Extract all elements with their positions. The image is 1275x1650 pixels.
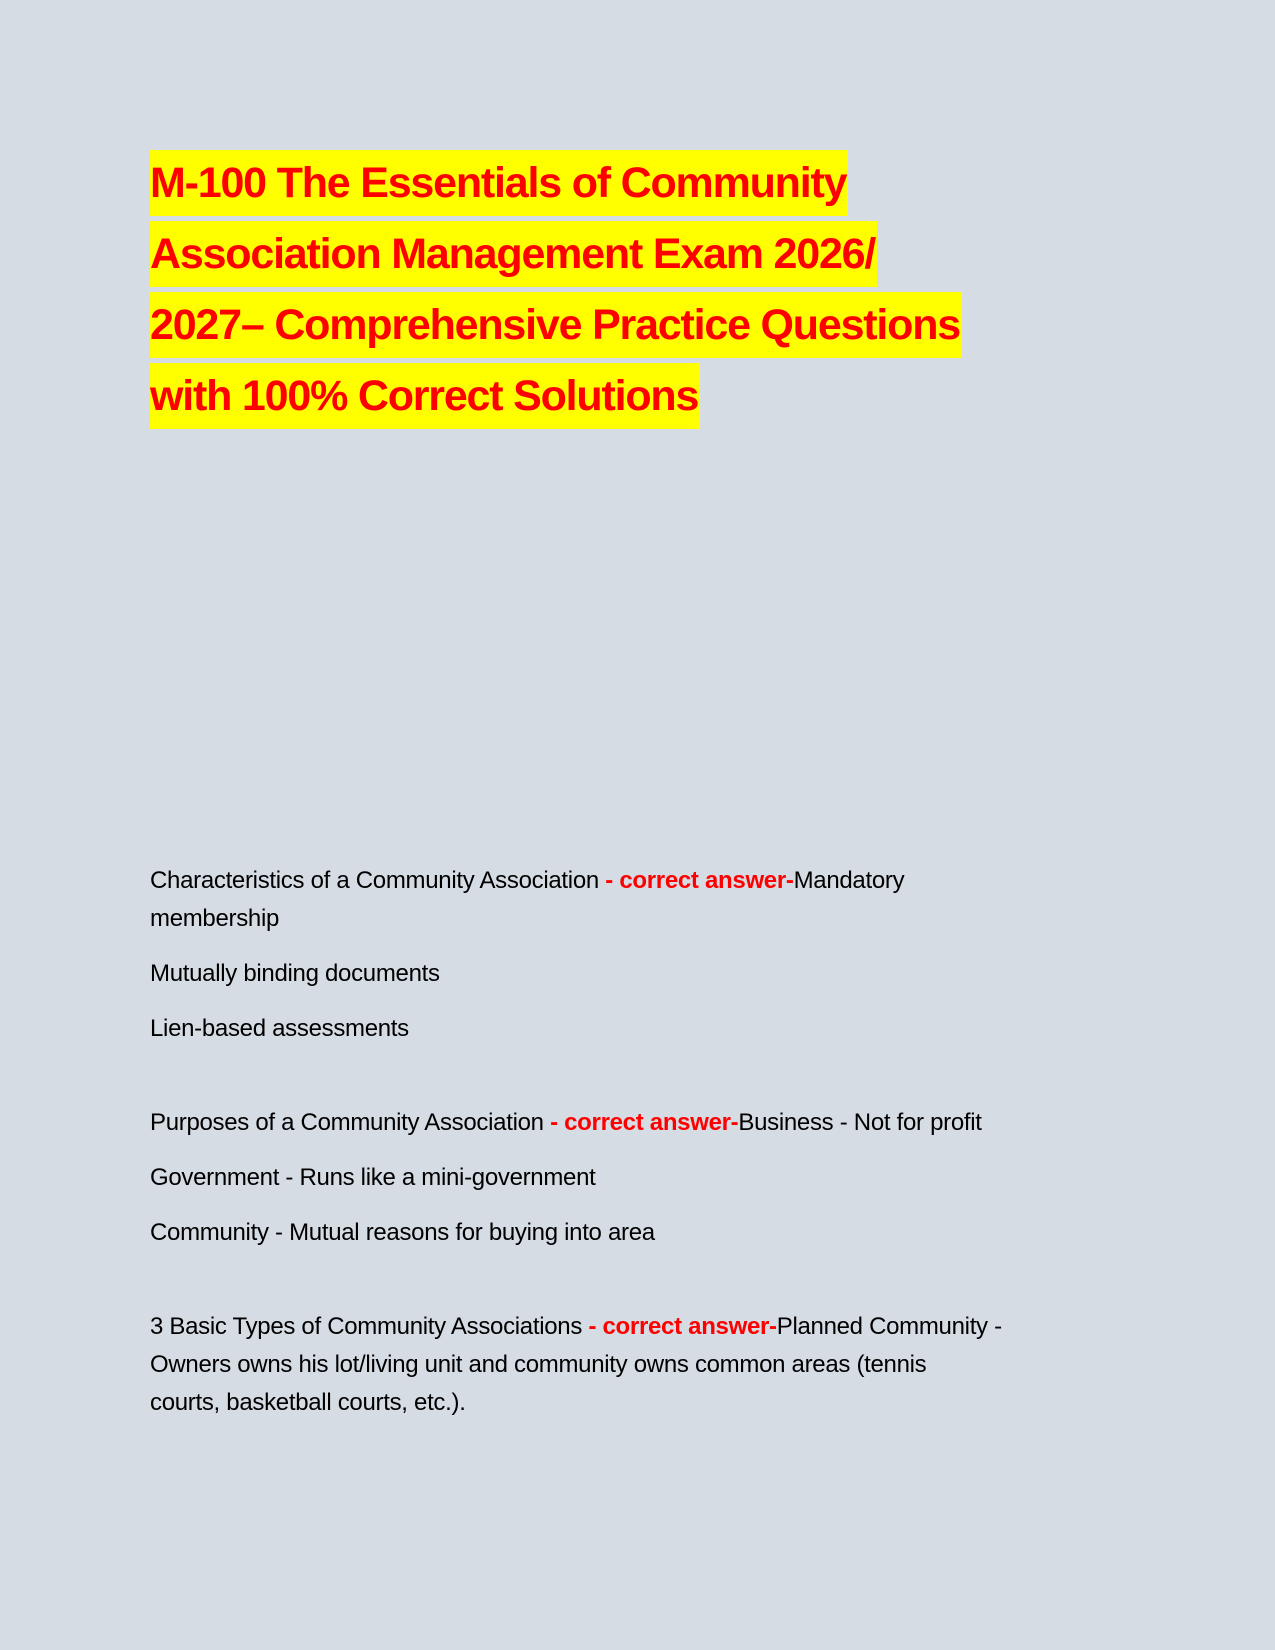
question-block: [150, 1308, 1002, 1422]
answer-text: Community - Mutual reasons for buying into area: [150, 1219, 655, 1246]
title-line: M-100 The Essentials of Community: [150, 150, 848, 216]
question-block: [150, 1104, 1002, 1252]
question-text: Characteristics of a Community Association: [150, 867, 606, 894]
answer-text: Owners owns his lot/living unit and community owns common areas (tennis: [150, 1351, 927, 1378]
question-text: 3 Basic Types of Community Associations: [150, 1313, 589, 1340]
question-text: Purposes of a Community Association: [150, 1109, 551, 1136]
answer-text: Government - Runs like a mini-government: [150, 1164, 596, 1191]
document-title: [150, 150, 962, 434]
title-line: with 100% Correct Solutions: [150, 363, 700, 429]
answer-marker: - correct answer-: [550, 1109, 739, 1136]
answer-text: Mutually binding documents: [150, 960, 440, 987]
answer-text: Lien-based assessments: [150, 1015, 409, 1042]
question-block: [150, 862, 1002, 1048]
answer-marker: - correct answer-: [588, 1313, 777, 1340]
answer-text: Planned Community -: [776, 1313, 1002, 1340]
answer-text: courts, basketball courts, etc.).: [150, 1389, 466, 1416]
answer-text: membership: [150, 905, 280, 932]
document-body: [150, 862, 1002, 1422]
title-line: 2027– Comprehensive Practice Questions: [150, 292, 962, 358]
title-line: Association Management Exam 2026/: [150, 221, 877, 287]
answer-text: Mandatory: [793, 867, 905, 894]
answer-marker: - correct answer-: [605, 867, 794, 894]
answer-text: Business - Not for profit: [738, 1109, 982, 1136]
